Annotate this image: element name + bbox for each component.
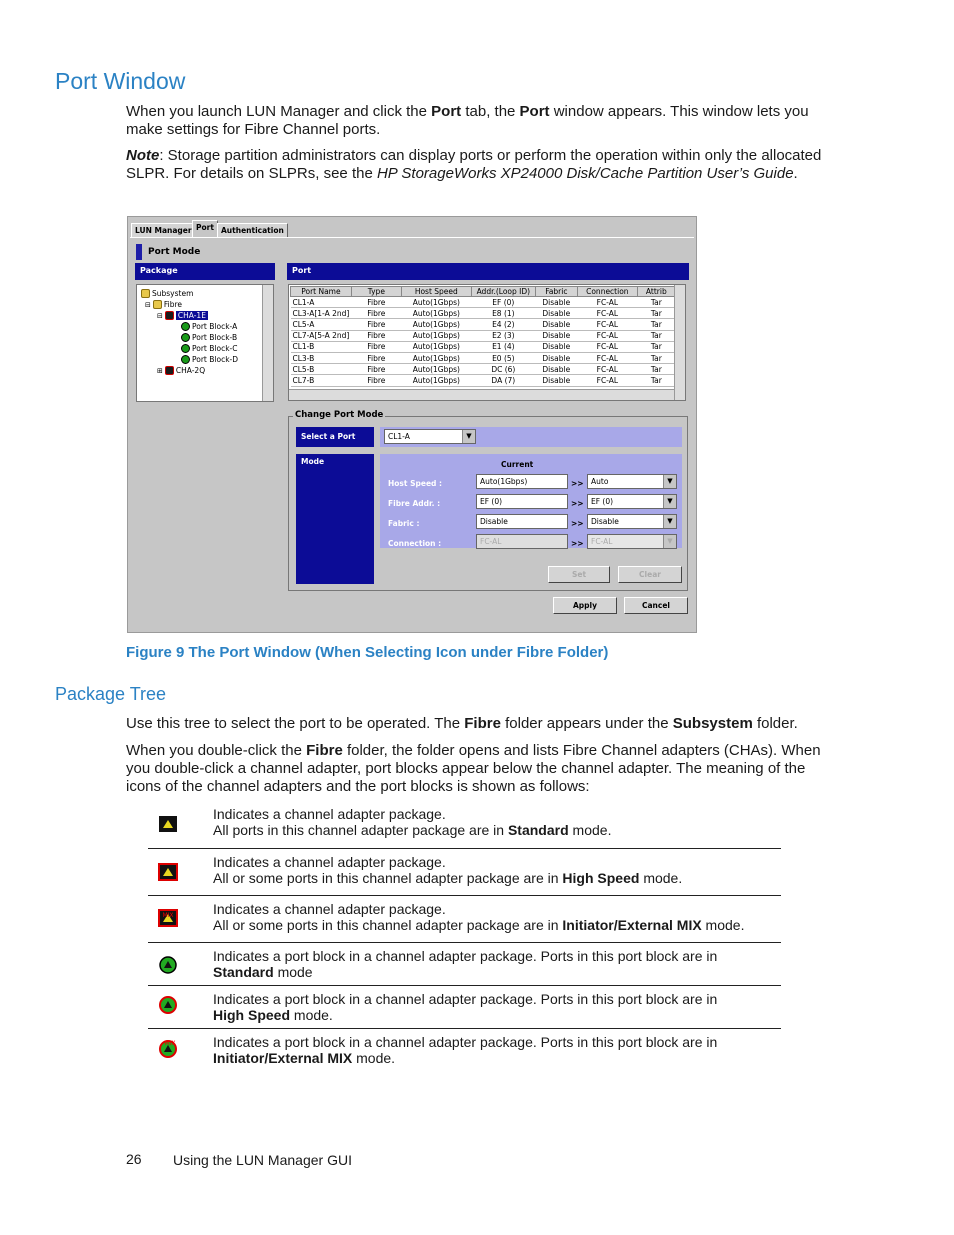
legend-line2c: mode. xyxy=(290,1007,333,1023)
row-divider xyxy=(148,985,781,986)
intro-text-1: When you launch LUN Manager and click the xyxy=(126,103,432,120)
svg-text:MIX: MIX xyxy=(164,1040,176,1047)
cell: E1 (4) xyxy=(471,341,535,352)
port-header: Port xyxy=(287,263,689,280)
connection-current-field: FC-AL xyxy=(476,534,568,549)
current-column-label: Current xyxy=(501,460,534,469)
connection-combo[interactable] xyxy=(587,534,677,549)
tree-fibre-bold-2: Fibre xyxy=(306,742,343,759)
arrow-label: >> xyxy=(571,519,584,528)
host-speed-label: Host Speed : xyxy=(388,479,443,488)
legend-line2c: mode. xyxy=(639,870,683,886)
column-header[interactable]: Port Name xyxy=(291,287,352,297)
port-block-icon xyxy=(181,344,190,353)
tree-port-block-d-label: Port Block-D xyxy=(192,355,239,364)
port-mode-bar-icon xyxy=(136,244,142,260)
fibre-addr-new-value: EF (0) xyxy=(591,497,614,506)
legend-line1: Indicates a port block in a channel adapter package. Ports in this port block are in xyxy=(213,1034,718,1050)
column-header[interactable]: Host Speed xyxy=(401,287,471,297)
table-row[interactable] xyxy=(291,319,676,330)
column-header[interactable]: Addr.(Loop ID) xyxy=(471,287,535,297)
cell: Fibre xyxy=(351,319,401,330)
row-divider xyxy=(148,942,781,943)
icon-legend-text xyxy=(213,901,773,933)
chevron-down-icon[interactable]: ▼ xyxy=(663,515,676,528)
fabric-new-value: Disable xyxy=(591,517,619,526)
cell: Disable xyxy=(535,319,577,330)
cell: Disable xyxy=(535,375,577,386)
legend-mode: Initiator/External MIX xyxy=(213,1050,353,1066)
select-port-label: Select a Port xyxy=(296,427,374,447)
connection-label: Connection : xyxy=(388,539,442,548)
cell: Fibre xyxy=(351,352,401,363)
legend-line2a: All ports in this channel adapter package are in xyxy=(213,822,508,838)
note-label: Note xyxy=(126,147,160,164)
tab-authentication[interactable]: Authentication xyxy=(217,223,288,237)
legend-mode: High Speed xyxy=(213,1007,291,1023)
legend-line1: Indicates a channel adapter package. xyxy=(213,854,446,870)
arrow-label: >> xyxy=(571,539,584,548)
cell: CL7-B xyxy=(291,375,352,386)
fabric-current-field: Disable xyxy=(476,514,568,529)
cell: FC-AL xyxy=(577,297,637,308)
tree-port-block-d[interactable] xyxy=(181,355,238,364)
cell: Auto(1Gbps) xyxy=(401,308,471,319)
tree-fibre-label: Fibre xyxy=(163,300,183,309)
cell: Disable xyxy=(535,330,577,341)
note-text: : Storage partition administrators can display ports or perform the operation within only the allocated SLPR. For details on SLPRs, see the xyxy=(126,147,822,182)
cell: Fibre xyxy=(351,364,401,375)
table-row[interactable] xyxy=(291,308,676,319)
table-row[interactable] xyxy=(291,352,676,363)
cell: E2 (3) xyxy=(471,330,535,341)
arrow-label: >> xyxy=(571,479,584,488)
select-port-value: CL1-A xyxy=(388,432,410,441)
tree-paragraph-1 xyxy=(126,715,838,733)
chevron-down-icon[interactable]: ▼ xyxy=(663,495,676,508)
tree-cha-2q[interactable] xyxy=(157,366,205,375)
cell: Fibre xyxy=(351,297,401,308)
host-speed-new-value: Auto xyxy=(591,477,609,486)
cell: Tar xyxy=(637,319,675,330)
table-horizontal-scrollbar[interactable] xyxy=(289,389,674,400)
tree-vertical-scrollbar[interactable] xyxy=(262,285,273,401)
legend-line1: Indicates a channel adapter package. xyxy=(213,806,446,822)
cell: FC-AL xyxy=(577,375,637,386)
note-guide-title: HP StorageWorks XP24000 Disk/Cache Partition User’s Guide xyxy=(376,165,794,182)
row-divider xyxy=(148,1028,781,1029)
fibre-addr-label: Fibre Addr. : xyxy=(388,499,441,508)
fibre-addr-current-field: EF (0) xyxy=(476,494,568,509)
cell: FC-AL xyxy=(577,352,637,363)
cell: Disable xyxy=(535,308,577,319)
cell: E4 (2) xyxy=(471,319,535,330)
cha-standard-icon xyxy=(165,366,174,375)
collapse-icon[interactable]: ⊟ xyxy=(157,311,163,320)
legend-mode: High Speed xyxy=(562,870,640,886)
table-row[interactable] xyxy=(291,341,676,352)
icon-legend-text xyxy=(213,806,773,838)
legend-mode: Standard xyxy=(213,964,274,980)
column-header[interactable]: Fabric xyxy=(535,287,577,297)
cell: Fibre xyxy=(351,308,401,319)
row-divider xyxy=(148,848,781,849)
legend-line1: Indicates a port block in a channel adapter package. Ports in this port block are in xyxy=(213,948,718,964)
page-title: Port Window xyxy=(55,68,186,94)
change-port-mode-title: Change Port Mode xyxy=(295,410,384,420)
port-block-high-speed-icon xyxy=(158,995,178,1015)
cell: Auto(1Gbps) xyxy=(401,352,471,363)
arrow-label: >> xyxy=(571,499,584,508)
intro-text-2: tab, the xyxy=(461,103,520,120)
cha-standard-icon xyxy=(158,814,178,834)
cell: Fibre xyxy=(351,330,401,341)
cell: DC (6) xyxy=(471,364,535,375)
package-tree[interactable] xyxy=(136,284,274,402)
cell: Disable xyxy=(535,297,577,308)
cell: Tar xyxy=(637,375,675,386)
cell: Auto(1Gbps) xyxy=(401,297,471,308)
tree-fibre[interactable] xyxy=(145,300,182,309)
intro-text-3: window appears. This window lets you make settings for Fibre Channel ports. xyxy=(126,103,809,138)
cha-high-speed-icon xyxy=(158,862,178,882)
tab-port[interactable]: Port xyxy=(192,220,218,237)
host-speed-current-field: Auto(1Gbps) xyxy=(476,474,568,489)
svg-text:MIX: MIX xyxy=(162,912,174,919)
page-number: 26 xyxy=(126,1151,142,1167)
subsystem-folder-icon xyxy=(141,289,150,298)
tree-text-1a: Use this tree to select the port to be operated. The xyxy=(126,715,465,732)
cell: CL7-A[5-A 2nd] xyxy=(292,331,350,341)
chevron-down-icon[interactable]: ▼ xyxy=(663,535,676,548)
tab-divider xyxy=(130,237,694,238)
icon-legend-text xyxy=(213,854,773,886)
port-block-standard-icon xyxy=(158,955,178,975)
cell: Auto(1Gbps) xyxy=(401,330,471,341)
tree-port-block-a-label: Port Block-A xyxy=(192,322,238,331)
legend-line2a: All or some ports in this channel adapter package are in xyxy=(213,917,563,933)
cell: Disable xyxy=(535,341,577,352)
cell: Auto(1Gbps) xyxy=(401,375,471,386)
port-block-icon xyxy=(181,322,190,331)
fibre-addr-combo[interactable] xyxy=(587,494,677,509)
expand-icon[interactable]: ⊞ xyxy=(157,366,163,375)
tree-fibre-bold: Fibre xyxy=(464,715,501,732)
tab-lun-manager[interactable]: LUN Manager xyxy=(131,223,196,237)
icon-legend-text xyxy=(213,1034,773,1066)
port-table-header-row xyxy=(291,287,676,297)
tree-subsystem-bold: Subsystem xyxy=(672,715,753,732)
cell: DA (7) xyxy=(471,375,535,386)
fabric-label: Fabric : xyxy=(388,519,420,528)
figure-caption: Figure 9 The Port Window (When Selecting Icon under Fibre Folder) xyxy=(126,644,609,661)
cell: CL1-A xyxy=(291,297,352,308)
icon-legend-text xyxy=(213,948,773,980)
cell: Tar xyxy=(637,308,675,319)
table-vertical-scrollbar[interactable] xyxy=(674,285,685,400)
cell: FC-AL xyxy=(577,330,637,341)
column-header[interactable]: Attrib xyxy=(637,287,675,297)
select-port-combo[interactable] xyxy=(384,429,476,444)
cell: Auto(1Gbps) xyxy=(401,364,471,375)
tree-port-block-c[interactable] xyxy=(181,344,237,353)
cell: FC-AL xyxy=(577,341,637,352)
cell: FC-AL xyxy=(577,364,637,375)
port-table[interactable] xyxy=(288,284,686,401)
package-header: Package xyxy=(135,263,275,280)
port-block-mix-icon xyxy=(158,1038,178,1058)
column-header[interactable]: Type xyxy=(351,287,401,297)
legend-line2c: mode. xyxy=(701,917,745,933)
cell: FC-AL xyxy=(577,308,637,319)
icon-legend-text xyxy=(213,991,773,1023)
cell: E8 (1) xyxy=(471,308,535,319)
mode-label: Mode xyxy=(296,454,374,584)
cell: Tar xyxy=(637,341,675,352)
intro-port-bold-2: Port xyxy=(519,103,550,120)
fibre-folder-icon xyxy=(153,300,162,309)
cell: CL5-B xyxy=(291,364,352,375)
tree-text-2b: folder, the folder opens and lists Fibre Channel adapters (CHAs). When you double-click a channel adapter, port blocks appear below the channel adapter. The meaning of the icons of the channel adapters and the port blocks is shown as follows: xyxy=(126,742,821,795)
connection-new-value: FC-AL xyxy=(591,537,613,546)
cell: CL1-B xyxy=(291,341,352,352)
cell: CL3-B xyxy=(291,352,352,363)
cell: FC-AL xyxy=(577,319,637,330)
legend-line2c: mode. xyxy=(568,822,612,838)
table-row[interactable] xyxy=(291,375,676,386)
apply-button[interactable]: Apply xyxy=(553,597,617,614)
cell: Tar xyxy=(637,352,675,363)
tree-subsystem-label: Subsystem xyxy=(152,289,194,298)
cell: Tar xyxy=(637,330,675,341)
section-title: Package Tree xyxy=(55,684,167,704)
tree-subsystem[interactable] xyxy=(141,289,193,298)
cell: Tar xyxy=(637,297,675,308)
tree-cha-1e[interactable] xyxy=(157,311,208,320)
legend-line2c: mode. xyxy=(352,1050,396,1066)
tree-text-1c: folder. xyxy=(752,715,798,732)
port-mode-label: Port Mode xyxy=(148,247,201,257)
legend-line1: Indicates a channel adapter package. xyxy=(213,901,446,917)
fabric-combo[interactable] xyxy=(587,514,677,529)
column-header[interactable]: Connection xyxy=(577,287,637,297)
tree-text-2a: When you double-click the xyxy=(126,742,307,759)
tree-text-1b: folder appears under the xyxy=(500,715,673,732)
cell: Auto(1Gbps) xyxy=(401,341,471,352)
cha-mix-icon xyxy=(158,908,178,928)
cell: CL3-A[1-A 2nd] xyxy=(292,308,350,318)
tree-port-block-c-label: Port Block-C xyxy=(192,344,238,353)
chevron-down-icon[interactable]: ▼ xyxy=(663,475,676,488)
cell: EF (0) xyxy=(471,297,535,308)
clear-button[interactable]: Clear xyxy=(618,566,682,583)
note-end: . xyxy=(793,165,798,182)
cell: Fibre xyxy=(351,341,401,352)
cell: Tar xyxy=(637,364,675,375)
intro-paragraph xyxy=(126,103,838,139)
port-list-table xyxy=(290,286,676,387)
cell: Fibre xyxy=(351,375,401,386)
tree-port-block-b[interactable] xyxy=(181,333,237,342)
legend-mode: Standard xyxy=(507,822,569,838)
table-row[interactable] xyxy=(291,297,676,308)
footer-title: Using the LUN Manager GUI xyxy=(173,1152,352,1168)
host-speed-combo[interactable] xyxy=(587,474,677,489)
collapse-icon[interactable]: ⊟ xyxy=(145,300,151,309)
row-divider xyxy=(148,895,781,896)
tree-paragraph-2 xyxy=(126,742,838,796)
cell: E0 (5) xyxy=(471,352,535,363)
legend-line2c: mode xyxy=(273,964,313,980)
intro-port-bold-1: Port xyxy=(431,103,462,120)
chevron-down-icon[interactable]: ▼ xyxy=(462,430,475,443)
cell: Auto(1Gbps) xyxy=(401,319,471,330)
tree-cha-1e-label: CHA-1E xyxy=(177,311,206,320)
cell: Disable xyxy=(535,364,577,375)
note-paragraph xyxy=(126,147,838,183)
table-row[interactable] xyxy=(291,364,676,375)
port-mode-heading xyxy=(136,244,200,260)
table-row[interactable] xyxy=(291,330,676,341)
port-window-screenshot xyxy=(127,216,697,633)
cell: Disable xyxy=(535,352,577,363)
legend-line1: Indicates a port block in a channel adapter package. Ports in this port block are in xyxy=(213,991,718,1007)
tree-port-block-a[interactable] xyxy=(181,322,237,331)
legend-line2a: All or some ports in this channel adapter package are in xyxy=(213,870,563,886)
cancel-button[interactable]: Cancel xyxy=(624,597,688,614)
port-block-icon xyxy=(181,333,190,342)
cha-high-speed-icon xyxy=(165,311,174,320)
cell: CL5-A xyxy=(291,319,352,330)
legend-mode: Initiator/External MIX xyxy=(562,917,702,933)
tree-cha-2q-label: CHA-2Q xyxy=(175,366,206,375)
tree-port-block-b-label: Port Block-B xyxy=(192,333,238,342)
set-button[interactable]: Set xyxy=(548,566,610,583)
port-block-icon xyxy=(181,355,190,364)
